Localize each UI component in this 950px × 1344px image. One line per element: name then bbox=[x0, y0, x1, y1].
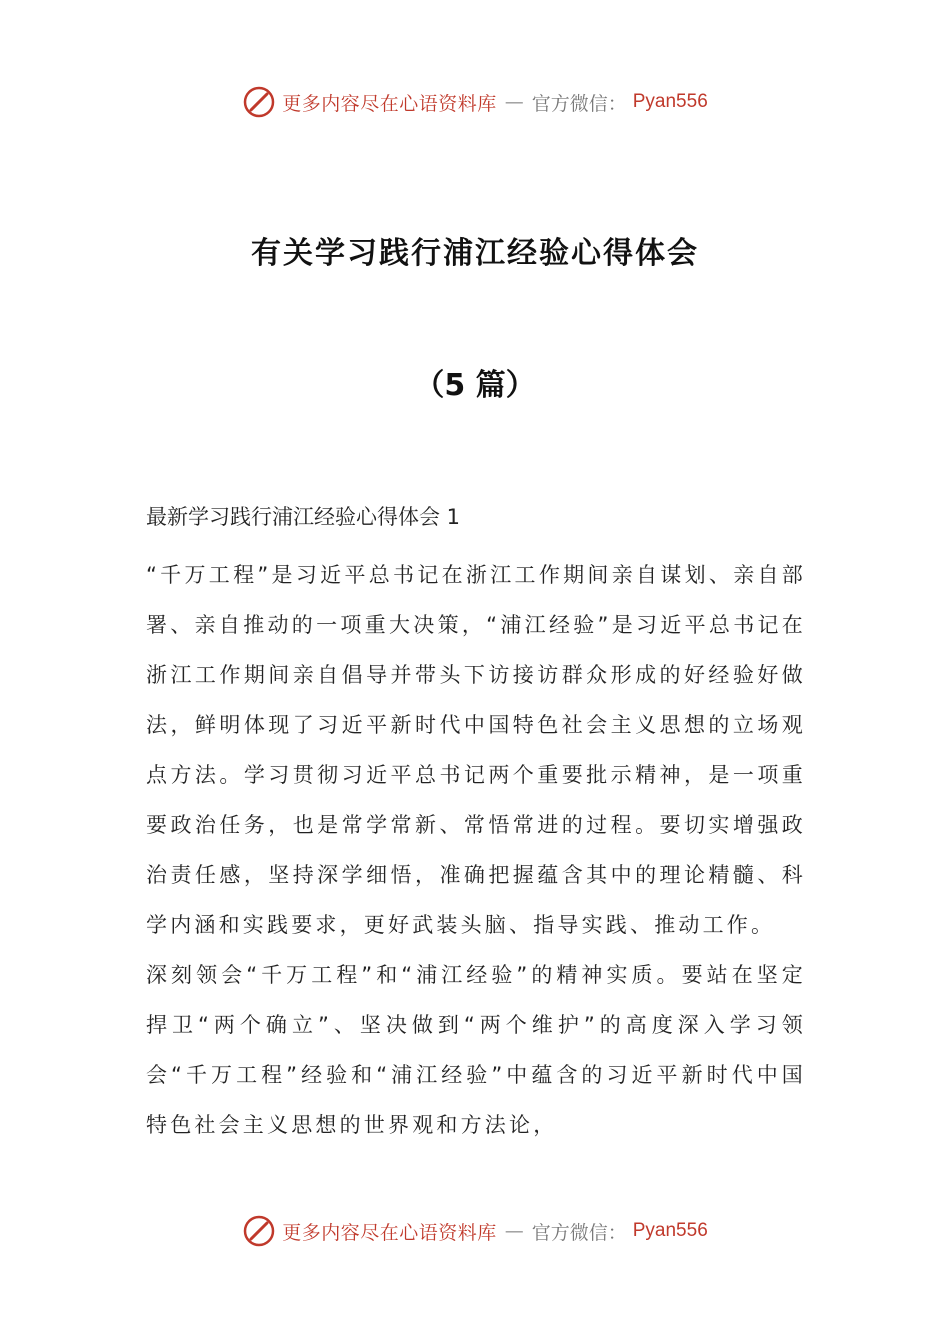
watermark-dash: — bbox=[504, 91, 524, 113]
section-heading: 最新学习践行浦江经验心得体会 1 bbox=[146, 505, 461, 529]
paragraph: 深刻领会“千万工程”和“浦江经验”的精神实质。要站在坚定捍卫“两个确立”、坚决做到“两个维护”的高度深入学习领会“千万工程”经验和“浦江经验”中蕴含的习近平新时代中国特色社会主义思想的世界观和方法论， bbox=[146, 963, 806, 1137]
pen-logo-icon bbox=[242, 85, 276, 119]
watermark-label: 官方微信： bbox=[531, 1221, 627, 1244]
watermark-id: Pyan556 bbox=[632, 1220, 708, 1241]
watermark-dash: — bbox=[504, 1220, 524, 1242]
document-subtitle: （5 篇） bbox=[414, 368, 536, 403]
watermark-text: 更多内容尽在心语资料库 bbox=[282, 92, 497, 115]
footer-watermark bbox=[0, 1214, 950, 1248]
paragraph: “千万工程”是习近平总书记在浙江工作期间亲自谋划、亲自部署、亲自推动的一项重大决策，“浦江经验”是习近平总书记在浙江工作期间亲自倡导并带头下访接访群众形成的好经验好做法，鲜明体现了习近平新时代中国特色社会主义思想的立场观点方法。学习贯彻习近平总书记两个重要批示精神，是一项重要政治任务，也是常学常新、常悟常进的过程。要切实增强政治责任感，坚持深学细悟，准确把握蕴含其中的理论精髓、科学内涵和实践要求，更好武装头脑、指导实践、推动工作。 bbox=[146, 563, 806, 937]
pen-logo-icon bbox=[242, 1214, 276, 1248]
document-body bbox=[146, 500, 806, 1150]
header-watermark bbox=[0, 85, 950, 119]
watermark-text: 更多内容尽在心语资料库 bbox=[282, 1221, 497, 1244]
document-title: 有关学习践行浦江经验心得体会 bbox=[251, 236, 699, 271]
watermark-id: Pyan556 bbox=[632, 91, 708, 112]
watermark-label: 官方微信： bbox=[531, 92, 627, 115]
